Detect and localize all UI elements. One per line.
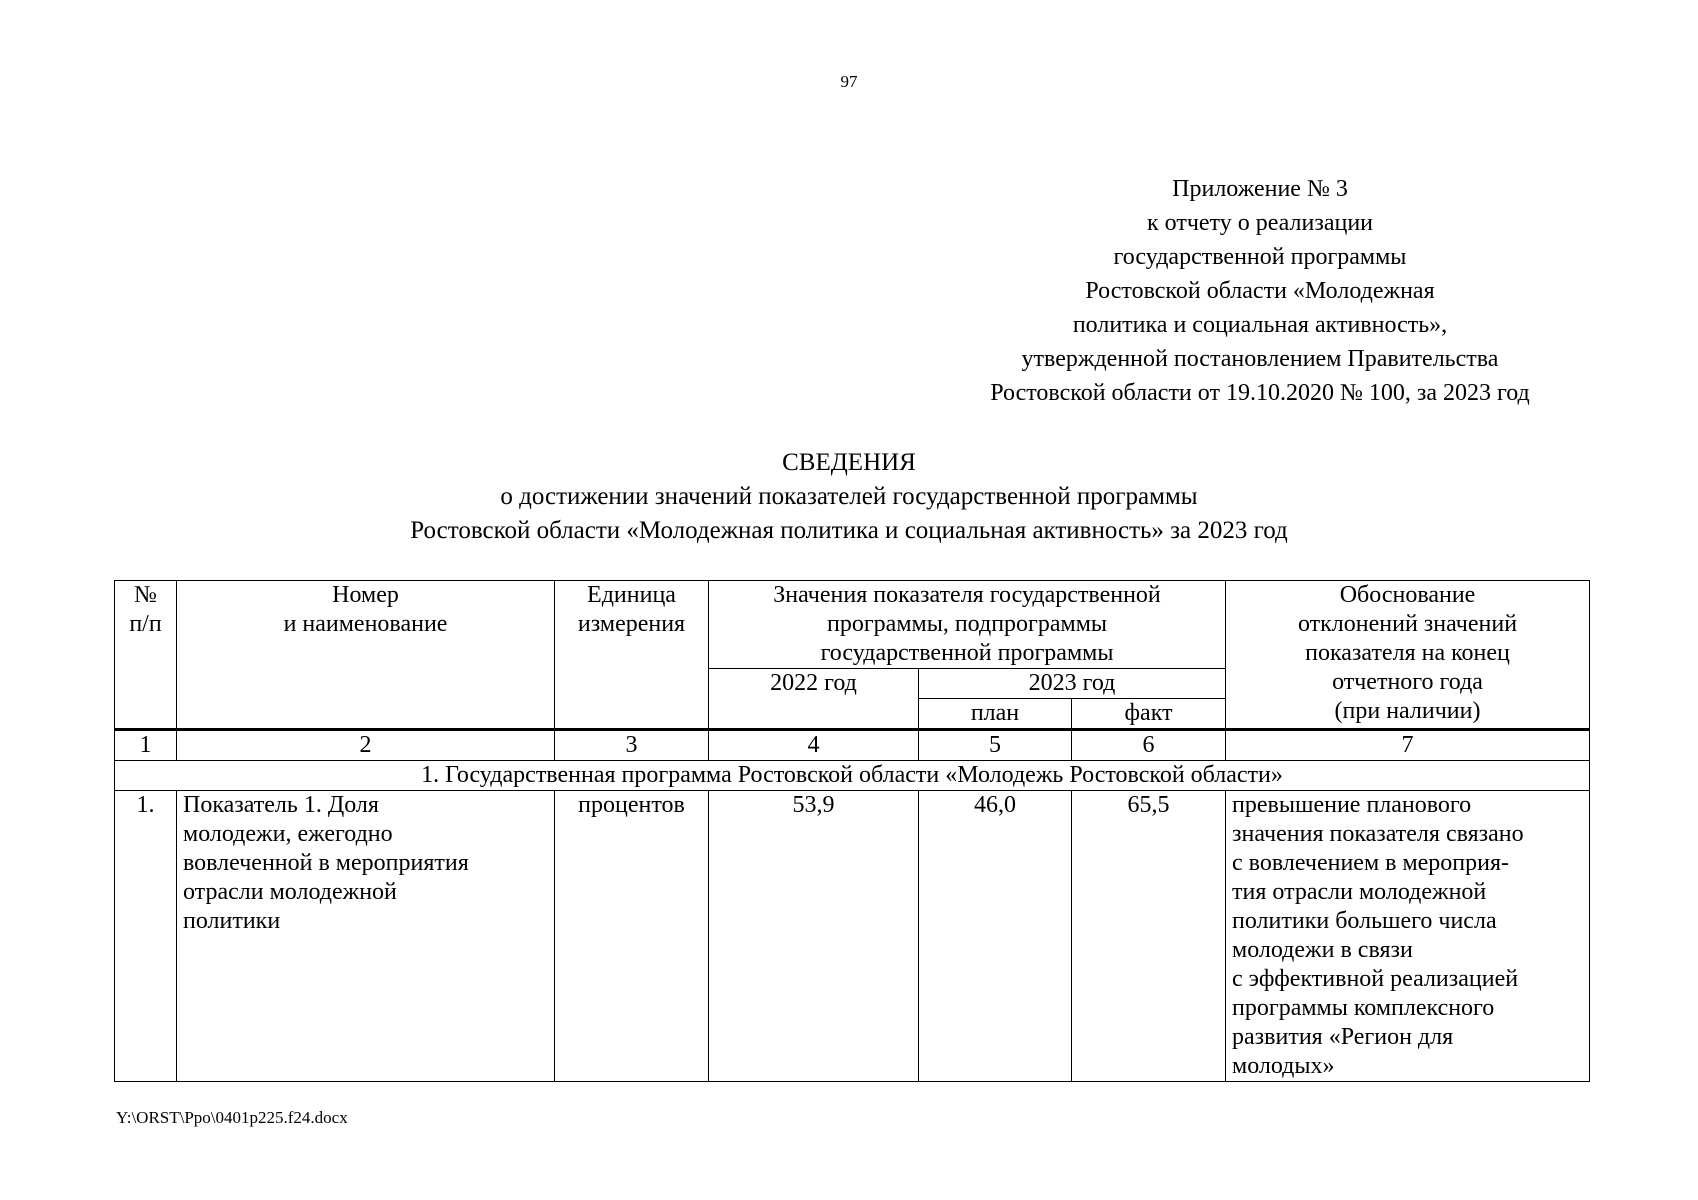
- heading-subtitle: Ростовской области «Молодежная политика и социальная активность» за 2023 год: [410, 517, 1288, 544]
- col-number: 4: [709, 730, 919, 761]
- column-numbers-row: [115, 730, 1590, 761]
- row-name: Показатель 1. Доля молодежи, ежегодно вовлеченной в мероприятия отрасли молодежной политики: [177, 791, 555, 1082]
- appendix-line: государственной программы: [1113, 244, 1407, 270]
- row-plan-2023: 46,0: [919, 791, 1072, 1082]
- row-unit: процентов: [555, 791, 709, 1082]
- row-fact-2023: 65,5: [1072, 791, 1226, 1082]
- appendix-line: Приложение № 3: [1172, 176, 1348, 202]
- col-number: 6: [1072, 730, 1226, 761]
- document-heading: [0, 446, 1698, 548]
- row-num: 1.: [115, 791, 177, 1082]
- header-reason: Обоснование отклонений значений показателя на конец отчетного года (при наличии): [1226, 581, 1590, 730]
- col-number: 7: [1226, 730, 1590, 761]
- heading-title: СВЕДЕНИЯ: [782, 449, 916, 476]
- header-year-2022: 2022 год: [709, 669, 919, 730]
- header-fact: факт: [1072, 699, 1226, 730]
- appendix-line: утвержденной постановлением Правительства: [1021, 346, 1499, 372]
- appendix-block: [940, 172, 1580, 410]
- appendix-line: Ростовской области от 19.10.2020 № 100, за 2023 год: [990, 380, 1530, 406]
- col-number: 5: [919, 730, 1072, 761]
- heading-subtitle: о достижении значений показателей государственной программы: [500, 483, 1198, 510]
- section-title: 1. Государственная программа Ростовской области «Молодежь Ростовской области»: [115, 761, 1590, 791]
- page-number: 97: [840, 72, 858, 91]
- col-number: 2: [177, 730, 555, 761]
- header-plan: план: [919, 699, 1072, 730]
- header-values: Значения показателя государственной программы, подпрограммы государственной программы: [709, 581, 1226, 669]
- appendix-line: политика и социальная активность»,: [1072, 312, 1448, 338]
- appendix-line: к отчету о реализации: [1146, 210, 1374, 236]
- col-number: 3: [555, 730, 709, 761]
- appendix-line: Ростовской области «Молодежная: [1085, 278, 1435, 304]
- header-unit: Единица измерения: [555, 581, 709, 730]
- file-path-footer: Y:\ORST\Ppo\0401p225.f24.docx: [116, 1108, 348, 1127]
- header-year-2023: 2023 год: [919, 669, 1226, 699]
- header-name: Номер и наименование: [177, 581, 555, 730]
- indicators-table: [114, 580, 1590, 1082]
- section-row: [115, 761, 1590, 791]
- row-value-2022: 53,9: [709, 791, 919, 1082]
- header-num: № п/п: [115, 581, 177, 730]
- col-number: 1: [115, 730, 177, 761]
- table-row: [115, 791, 1590, 1082]
- row-reason: превышение планового значения показателя связано с вовлечением в мероприя- тия отрасли молодежной политики большего числа молодежи в связи с эффективной реализацией программы комплексного развития «Регион для молодых»: [1226, 791, 1590, 1082]
